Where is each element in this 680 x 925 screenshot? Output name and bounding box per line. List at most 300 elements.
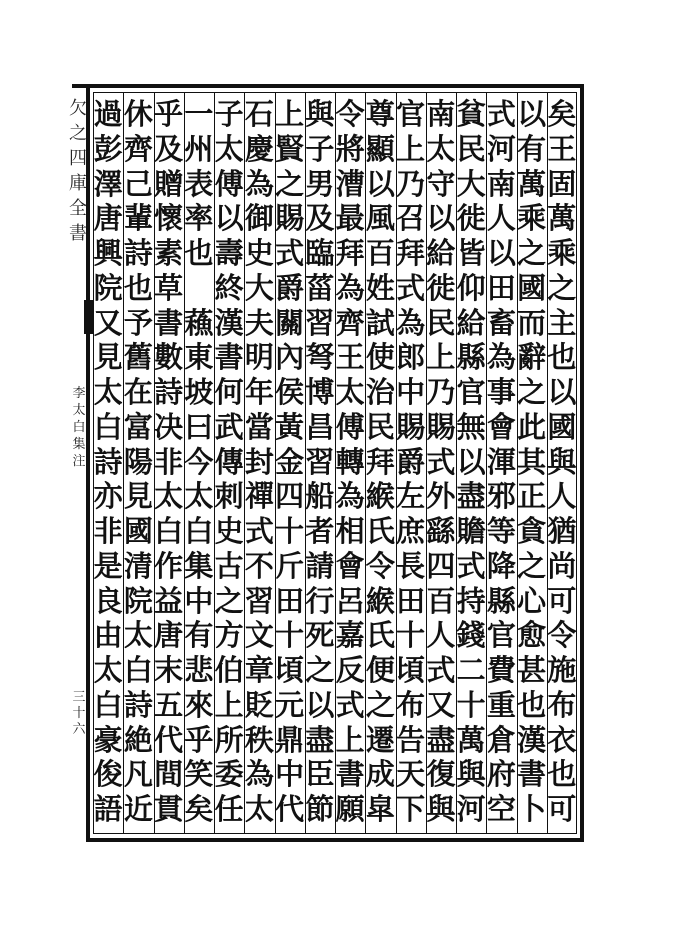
text-char: 豪	[93, 722, 123, 757]
text-char: 傳	[214, 444, 244, 479]
title-char: 四	[69, 148, 87, 169]
text-char: 四	[275, 479, 305, 514]
text-char: 習	[305, 305, 335, 340]
text-char: 縣	[456, 340, 486, 375]
text-char: 愈	[517, 618, 547, 653]
book-char: 白	[72, 420, 86, 435]
page-char: 十	[72, 706, 86, 721]
text-char: 乃	[426, 375, 456, 409]
text-char: 弩	[305, 340, 335, 375]
text-char: 上	[335, 722, 365, 757]
text-char: 表	[184, 166, 214, 201]
text-char: 頃	[275, 653, 305, 687]
text-char: 以	[456, 444, 486, 479]
text-char: 有	[184, 618, 214, 653]
text-char: 間	[154, 757, 184, 792]
text-char: 非	[93, 514, 123, 548]
text-char: 田	[275, 583, 305, 618]
text-char: 草	[154, 270, 184, 305]
text-char: 臣	[305, 757, 335, 792]
text-char: 人	[486, 201, 516, 236]
text-char: 陽	[123, 444, 153, 479]
text-char: 重	[486, 687, 516, 722]
text-char: 傅	[214, 166, 244, 201]
text-char: 貫	[154, 792, 184, 826]
text-char: 告	[396, 722, 426, 757]
text-char: 河	[486, 131, 516, 166]
text-char: 空	[486, 792, 516, 826]
title-char: 欠	[69, 98, 87, 119]
text-column	[88, 97, 128, 827]
text-char: 氏	[365, 514, 395, 548]
text-char: 下	[396, 792, 426, 826]
text-char: 子	[305, 131, 335, 166]
text-char: 贈	[154, 166, 184, 201]
title-char: 全	[69, 198, 87, 219]
text-char: 上	[214, 687, 244, 722]
text-char: 之	[214, 583, 244, 618]
text-char: 盡	[456, 479, 486, 514]
text-char: 布	[547, 687, 577, 722]
text-char: 俊	[93, 757, 123, 792]
text-char: 石	[244, 97, 274, 131]
text-char: 其	[517, 444, 547, 479]
text-char: 中	[396, 375, 426, 409]
text-char: 上	[426, 340, 456, 375]
text-char: 秩	[244, 722, 274, 757]
page-char: 三	[72, 690, 86, 705]
text-char: 式	[456, 548, 486, 583]
text-char: 也	[517, 687, 547, 722]
text-char: 式	[396, 270, 426, 305]
text-char: 封	[244, 444, 274, 479]
text-char: 天	[396, 757, 426, 792]
text-char: 之	[517, 236, 547, 270]
text-char: 彭	[93, 131, 123, 166]
text-char: 百	[365, 236, 395, 270]
text-char: 貪	[517, 514, 547, 548]
text-char: 所	[214, 722, 244, 757]
text-char: 萬	[547, 201, 577, 236]
text-char: 會	[486, 409, 516, 444]
text-char: 之	[517, 375, 547, 409]
text-char: 年	[244, 375, 274, 409]
text-char: 大	[456, 166, 486, 201]
text-char: 十	[275, 618, 305, 653]
text-char: 左	[396, 479, 426, 514]
text-char: 乎	[184, 722, 214, 757]
text-char: 國	[517, 270, 547, 305]
text-char: 貶	[244, 687, 274, 722]
text-char: 人	[426, 618, 456, 653]
text-char: 固	[547, 166, 577, 201]
text-char: 請	[305, 548, 335, 583]
text-char: 賜	[396, 409, 426, 444]
text-char: 頃	[396, 653, 426, 687]
text-char: 素	[154, 236, 184, 270]
text-char: 爵	[396, 444, 426, 479]
text-char: 可	[547, 583, 577, 618]
text-char: 良	[93, 583, 123, 618]
text-char: 代	[154, 722, 184, 757]
text-char: 五	[154, 687, 184, 722]
text-char: 氏	[365, 618, 395, 653]
title-char: 書	[69, 223, 87, 244]
text-char: 懷	[154, 201, 184, 236]
text-char: 元	[275, 687, 305, 722]
text-char: 何	[214, 375, 244, 409]
text-char: 代	[275, 792, 305, 826]
text-char: 太	[154, 479, 184, 514]
text-char: 漕	[335, 166, 365, 201]
text-char: 也	[547, 340, 577, 375]
text-char: 願	[335, 792, 365, 826]
text-char: 昌	[305, 409, 335, 444]
text-char: 章	[244, 653, 274, 687]
text-char: 鼎	[275, 722, 305, 757]
text-char: 書	[214, 340, 244, 375]
text-char: 萬	[517, 166, 547, 201]
text-char: 便	[365, 653, 395, 687]
text-char: 來	[184, 687, 214, 722]
text-char: 以	[517, 97, 547, 131]
text-char: 王	[547, 131, 577, 166]
text-char: 黃	[275, 409, 305, 444]
text-char: 漢	[517, 722, 547, 757]
text-char: 太	[93, 653, 123, 687]
text-char: 太	[426, 131, 456, 166]
text-char: 南	[486, 166, 516, 201]
text-char: 太	[244, 792, 274, 826]
text-char: 相	[335, 514, 365, 548]
text-char: 有	[517, 131, 547, 166]
text-char: 史	[214, 514, 244, 548]
text-char: 任	[214, 792, 244, 826]
text-char: 貧	[456, 97, 486, 131]
text-char: 古	[214, 548, 244, 583]
text-char: 風	[365, 201, 395, 236]
text-char: 田	[396, 583, 426, 618]
page-char: 六	[72, 722, 86, 737]
text-char: 唐	[93, 201, 123, 236]
text-char: 顯	[365, 131, 395, 166]
text-char: 蘓	[184, 305, 214, 340]
text-char: 仰	[456, 270, 486, 305]
text-char: 百	[426, 583, 456, 618]
text-char: 金	[275, 444, 305, 479]
text-char: 詩	[123, 236, 153, 270]
text-char: 治	[365, 375, 395, 409]
text-char: 休	[123, 97, 153, 131]
text-char: 國	[123, 514, 153, 548]
text-char: 令	[335, 97, 365, 131]
text-char: 田	[486, 270, 516, 305]
text-char: 富	[123, 409, 153, 444]
text-char: 舊	[123, 340, 153, 375]
text-char: 中	[275, 757, 305, 792]
text-char: 賜	[426, 409, 456, 444]
title-char: 庫	[69, 173, 87, 194]
text-char: 尚	[547, 548, 577, 583]
text-char: 民	[456, 131, 486, 166]
text-char: 為	[335, 270, 365, 305]
text-char: 甚	[517, 653, 547, 687]
text-char: 上	[275, 97, 305, 131]
text-char: 書	[335, 757, 365, 792]
book-char: 集	[72, 437, 86, 452]
text-char: 太	[93, 375, 123, 409]
text-char: 將	[335, 131, 365, 166]
text-char: 見	[93, 340, 123, 375]
text-char: 給	[426, 236, 456, 270]
text-char: 唐	[154, 618, 184, 653]
text-char: 式	[275, 236, 305, 270]
text-char: 與	[456, 757, 486, 792]
text-char: 絶	[123, 722, 153, 757]
text-char: 乘	[517, 201, 547, 236]
text-char: 降	[486, 548, 516, 583]
text-char: 式	[335, 687, 365, 722]
text-char: 曰	[184, 409, 214, 444]
text-char: 郎	[396, 340, 426, 375]
text-char: 末	[154, 653, 184, 687]
text-char: 史	[244, 236, 274, 270]
text-char: 而	[517, 305, 547, 340]
text-char: 守	[426, 166, 456, 201]
text-char: 尊	[365, 97, 395, 131]
text-char: 乎	[154, 97, 184, 131]
book-char: 李	[72, 386, 86, 401]
text-char: 爵	[275, 270, 305, 305]
text-char: 費	[486, 653, 516, 687]
text-char: 長	[396, 548, 426, 583]
text-char: 與	[305, 97, 335, 131]
text-char: 拜	[335, 236, 365, 270]
text-char: 凡	[123, 757, 153, 792]
text-char: 是	[93, 548, 123, 583]
text-char: 又	[93, 305, 123, 340]
text-char: 反	[335, 653, 365, 687]
text-char: 亦	[93, 479, 123, 514]
text-char: 矣	[184, 792, 214, 826]
text-char: 院	[123, 583, 153, 618]
text-char: 河	[456, 792, 486, 826]
text-char: 終	[214, 270, 244, 305]
text-char: 夫	[244, 305, 274, 340]
text-char: 為	[335, 479, 365, 514]
text-char: 一	[184, 97, 214, 131]
text-char: 嘉	[335, 618, 365, 653]
text-char: 斤	[275, 548, 305, 583]
text-char: 東	[184, 340, 214, 375]
text-char: 語	[93, 792, 123, 826]
text-char: 太	[123, 618, 153, 653]
text-char: 外	[426, 479, 456, 514]
text-char: 使	[365, 340, 395, 375]
text-char: 徙	[456, 201, 486, 236]
text-char: 近	[123, 792, 153, 826]
text-char: 民	[426, 305, 456, 340]
text-char: 委	[214, 757, 244, 792]
text-char: 二	[456, 653, 486, 687]
text-char: 白	[93, 687, 123, 722]
text-char: 侯	[275, 375, 305, 409]
text-char: 當	[244, 409, 274, 444]
text-char: 悲	[184, 653, 214, 687]
text-char: 伯	[214, 653, 244, 687]
text-char: 坡	[184, 375, 214, 409]
text-char: 十	[275, 514, 305, 548]
text-char: 式	[426, 653, 456, 687]
text-char: 給	[456, 305, 486, 340]
text-char: 民	[365, 409, 395, 444]
text-char: 官	[456, 375, 486, 409]
text-char: 緱	[365, 583, 395, 618]
text-char: 關	[275, 305, 305, 340]
text-char: 王	[335, 340, 365, 375]
title-char: 之	[69, 123, 87, 144]
text-char: 南	[426, 97, 456, 131]
text-char: 太	[184, 479, 214, 514]
text-char: 非	[154, 444, 184, 479]
text-char: 渾	[486, 444, 516, 479]
book-char: 注	[72, 454, 86, 469]
text-char: 姓	[365, 270, 395, 305]
text-char: 式	[426, 444, 456, 479]
text-char: 及	[154, 131, 184, 166]
text-char: 以	[426, 201, 456, 236]
text-char: 御	[244, 201, 274, 236]
text-char: 庶	[396, 514, 426, 548]
text-char: 慶	[244, 131, 274, 166]
text-char: 呂	[335, 583, 365, 618]
text-char: 大	[244, 270, 274, 305]
text-char: 上	[396, 131, 426, 166]
text-char: 太	[214, 131, 244, 166]
text-char: 集	[184, 548, 214, 583]
text-char: 率	[184, 201, 214, 236]
text-char: 辭	[517, 340, 547, 375]
text-char: 事	[486, 375, 516, 409]
text-char: 船	[305, 479, 335, 514]
text-char: 太	[335, 375, 365, 409]
text-char: 賢	[275, 131, 305, 166]
text-char: 復	[426, 757, 456, 792]
text-char: 笑	[184, 757, 214, 792]
text-char: 心	[517, 583, 547, 618]
text-char: 臨	[305, 236, 335, 270]
text-char: 拜	[396, 236, 426, 270]
text-char: 及	[305, 201, 335, 236]
book-char: 太	[72, 403, 86, 418]
text-char: 官	[396, 97, 426, 131]
text-char: 最	[335, 201, 365, 236]
text-char: 菑	[305, 270, 335, 305]
text-char: 漢	[214, 305, 244, 340]
text-char: 州	[184, 131, 214, 166]
text-char: 主	[547, 305, 577, 340]
text-char: 書	[517, 757, 547, 792]
text-char: 繇	[426, 514, 456, 548]
text-char: 子	[214, 97, 244, 131]
text-char: 禪	[244, 479, 274, 514]
text-char: 為	[486, 340, 516, 375]
text-char: 為	[244, 166, 274, 201]
text-char: 男	[305, 166, 335, 201]
text-char: 乃	[396, 166, 426, 201]
text-char: 也	[547, 757, 577, 792]
text-char: 為	[396, 305, 426, 340]
text-char: 白	[123, 653, 153, 687]
text-char: 倉	[486, 722, 516, 757]
text-char: 詩	[93, 444, 123, 479]
text-char: 之	[547, 270, 577, 305]
text-char: 矣	[547, 97, 577, 131]
text-char: 習	[305, 444, 335, 479]
text-char: 府	[486, 757, 516, 792]
text-char: 試	[365, 305, 395, 340]
text-char: 輩	[123, 201, 153, 236]
text-char: 數	[154, 340, 184, 375]
text-char: 轉	[335, 444, 365, 479]
text-char: 國	[547, 409, 577, 444]
text-char: 也	[123, 270, 153, 305]
text-char: 白	[184, 514, 214, 548]
text-char: 行	[305, 583, 335, 618]
text-char: 見	[123, 479, 153, 514]
text-char: 成	[365, 757, 395, 792]
text-char: 澤	[93, 166, 123, 201]
text-char: 衣	[547, 722, 577, 757]
text-char: 無	[456, 409, 486, 444]
text-char: 式	[486, 97, 516, 131]
text-char: 十	[456, 687, 486, 722]
text-char: 白	[154, 514, 184, 548]
text-char: 邪	[486, 479, 516, 514]
text-char: 可	[547, 792, 577, 826]
text-char: 畜	[486, 305, 516, 340]
text-char: 己	[123, 166, 153, 201]
text-char: 盡	[426, 722, 456, 757]
text-char: 與	[547, 444, 577, 479]
text-char: 卜	[517, 792, 547, 826]
text-char: 武	[214, 409, 244, 444]
text-char: 以	[486, 236, 516, 270]
text-char: 以	[547, 375, 577, 409]
text-char: 皆	[456, 236, 486, 270]
text-char: 令	[547, 618, 577, 653]
text-char: 徙	[426, 270, 456, 305]
text-char: 布	[396, 687, 426, 722]
text-char: 萬	[456, 722, 486, 757]
text-char: 過	[93, 97, 123, 131]
text-char: 盡	[305, 722, 335, 757]
text-char: 壽	[214, 236, 244, 270]
text-char: 皐	[365, 792, 395, 826]
text-char: 內	[275, 340, 305, 375]
text-char: 拜	[365, 444, 395, 479]
text-char: 清	[123, 548, 153, 583]
margin-mark	[72, 84, 86, 88]
text-char: 乘	[547, 236, 577, 270]
text-char: 詩	[123, 687, 153, 722]
text-char: 以	[365, 166, 395, 201]
text-char: 之	[275, 166, 305, 201]
text-char: 齊	[123, 131, 153, 166]
text-char: 齊	[335, 305, 365, 340]
text-char: 中	[184, 583, 214, 618]
text-char: 方	[214, 618, 244, 653]
